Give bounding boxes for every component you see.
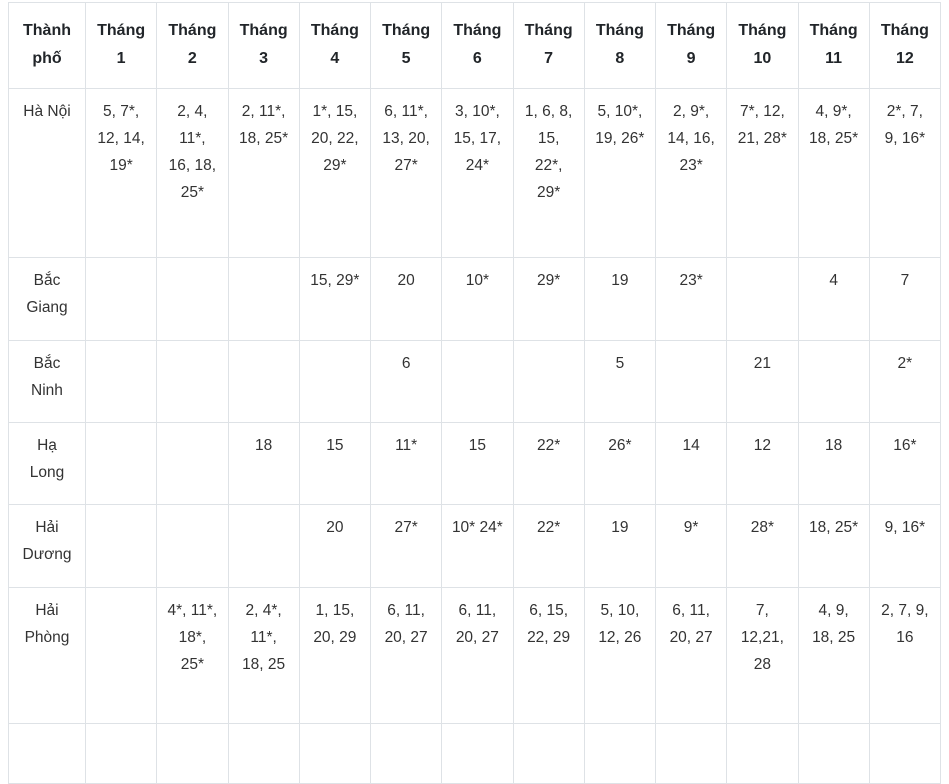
date-cell: 3, 10*, 15, 17, 24* (442, 89, 513, 258)
date-cell: 6, 11, 20, 27 (371, 588, 442, 724)
header-city-column: Thành phố (9, 3, 86, 89)
date-cell (513, 341, 584, 423)
city-cell: Bắc Ninh (9, 341, 86, 423)
date-cell: 1*, 15, 20, 22, 29* (299, 89, 370, 258)
date-cell: 22* (513, 505, 584, 588)
date-cell: 26* (584, 423, 655, 505)
date-cell: 7, 12,21, 28 (727, 588, 798, 724)
date-cell: 4, 9*, 18, 25* (798, 89, 869, 258)
date-cell: 15 (299, 423, 370, 505)
date-cell (869, 724, 940, 784)
date-cell: 6, 11, 20, 27 (656, 588, 727, 724)
date-cell: 7 (869, 258, 940, 341)
date-cell: 15, 29* (299, 258, 370, 341)
header-month-column: Tháng 6 (442, 3, 513, 89)
date-cell: 5 (584, 341, 655, 423)
date-cell: 19 (584, 258, 655, 341)
date-cell (442, 341, 513, 423)
date-cell: 2* (869, 341, 940, 423)
date-cell: 4*, 11*, 18*, 25* (157, 588, 228, 724)
date-cell: 14 (656, 423, 727, 505)
date-cell (299, 724, 370, 784)
date-cell: 10* (442, 258, 513, 341)
header-month-column: Tháng 10 (727, 3, 798, 89)
date-cell: 10* 24* (442, 505, 513, 588)
date-cell (228, 505, 299, 588)
city-cell: Hải Dương (9, 505, 86, 588)
date-cell: 2*, 7, 9, 16* (869, 89, 940, 258)
date-cell: 19 (584, 505, 655, 588)
date-cell: 12 (727, 423, 798, 505)
date-cell: 2, 4*, 11*, 18, 25 (228, 588, 299, 724)
date-cell: 2, 4, 11*, 16, 18, 25* (157, 89, 228, 258)
date-cell: 2, 9*, 14, 16, 23* (656, 89, 727, 258)
header-month-column: Tháng 8 (584, 3, 655, 89)
city-cell: Bắc Giang (9, 258, 86, 341)
table-row (9, 724, 941, 784)
table-body (9, 89, 941, 784)
date-cell (157, 341, 228, 423)
date-cell: 18 (228, 423, 299, 505)
date-cell (228, 341, 299, 423)
date-cell: 4 (798, 258, 869, 341)
date-cell: 15 (442, 423, 513, 505)
date-cell: 18 (798, 423, 869, 505)
header-month-column: Tháng 3 (228, 3, 299, 89)
table-row (9, 423, 941, 505)
date-cell: 11* (371, 423, 442, 505)
header-month-column: Tháng 7 (513, 3, 584, 89)
date-cell (86, 724, 157, 784)
date-cell: 1, 15, 20, 29 (299, 588, 370, 724)
date-cell (371, 724, 442, 784)
date-cell (157, 423, 228, 505)
date-cell: 9, 16* (869, 505, 940, 588)
date-cell: 5, 7*, 12, 14, 19* (86, 89, 157, 258)
header-month-column: Tháng 4 (299, 3, 370, 89)
table-row (9, 89, 941, 258)
date-cell (656, 341, 727, 423)
date-cell (442, 724, 513, 784)
date-cell: 29* (513, 258, 584, 341)
date-cell: 21 (727, 341, 798, 423)
date-cell (157, 258, 228, 341)
date-cell: 2, 11*, 18, 25* (228, 89, 299, 258)
date-cell: 6, 11*, 13, 20, 27* (371, 89, 442, 258)
date-cell (86, 341, 157, 423)
header-month-column: Tháng 1 (86, 3, 157, 89)
table-row (9, 505, 941, 588)
header-month-column: Tháng 2 (157, 3, 228, 89)
date-cell (299, 341, 370, 423)
date-cell: 23* (656, 258, 727, 341)
city-cell (9, 724, 86, 784)
date-cell (86, 588, 157, 724)
date-cell: 6 (371, 341, 442, 423)
table-row (9, 341, 941, 423)
table-row (9, 258, 941, 341)
header-month-column: Tháng 9 (656, 3, 727, 89)
date-cell (798, 341, 869, 423)
date-cell: 27* (371, 505, 442, 588)
date-cell: 28* (727, 505, 798, 588)
table-header (9, 3, 941, 89)
date-cell: 7*, 12, 21, 28* (727, 89, 798, 258)
city-cell: Hải Phòng (9, 588, 86, 724)
city-cell: Hà Nội (9, 89, 86, 258)
header-month-column: Tháng 5 (371, 3, 442, 89)
date-cell: 20 (299, 505, 370, 588)
date-cell: 5, 10*, 19, 26* (584, 89, 655, 258)
date-cell: 18, 25* (798, 505, 869, 588)
date-cell (157, 505, 228, 588)
date-cell (86, 505, 157, 588)
header-month-column: Tháng 12 (869, 3, 940, 89)
date-cell (86, 258, 157, 341)
header-row (9, 3, 941, 89)
header-month-column: Tháng 11 (798, 3, 869, 89)
date-cell: 5, 10, 12, 26 (584, 588, 655, 724)
date-cell: 20 (371, 258, 442, 341)
table-row (9, 588, 941, 724)
date-cell: 9* (656, 505, 727, 588)
date-cell: 1, 6, 8, 15, 22*, 29* (513, 89, 584, 258)
date-cell (798, 724, 869, 784)
date-cell: 6, 11, 20, 27 (442, 588, 513, 724)
date-cell: 2, 7, 9, 16 (869, 588, 940, 724)
date-cell: 4, 9, 18, 25 (798, 588, 869, 724)
date-cell (727, 724, 798, 784)
city-cell: Hạ Long (9, 423, 86, 505)
date-cell (228, 258, 299, 341)
date-cell (86, 423, 157, 505)
date-cell (727, 258, 798, 341)
date-cell: 16* (869, 423, 940, 505)
date-cell (656, 724, 727, 784)
date-cell: 22* (513, 423, 584, 505)
date-cell (157, 724, 228, 784)
date-cell: 6, 15, 22, 29 (513, 588, 584, 724)
date-cell (228, 724, 299, 784)
date-cell (584, 724, 655, 784)
schedule-table (8, 2, 941, 784)
date-cell (513, 724, 584, 784)
